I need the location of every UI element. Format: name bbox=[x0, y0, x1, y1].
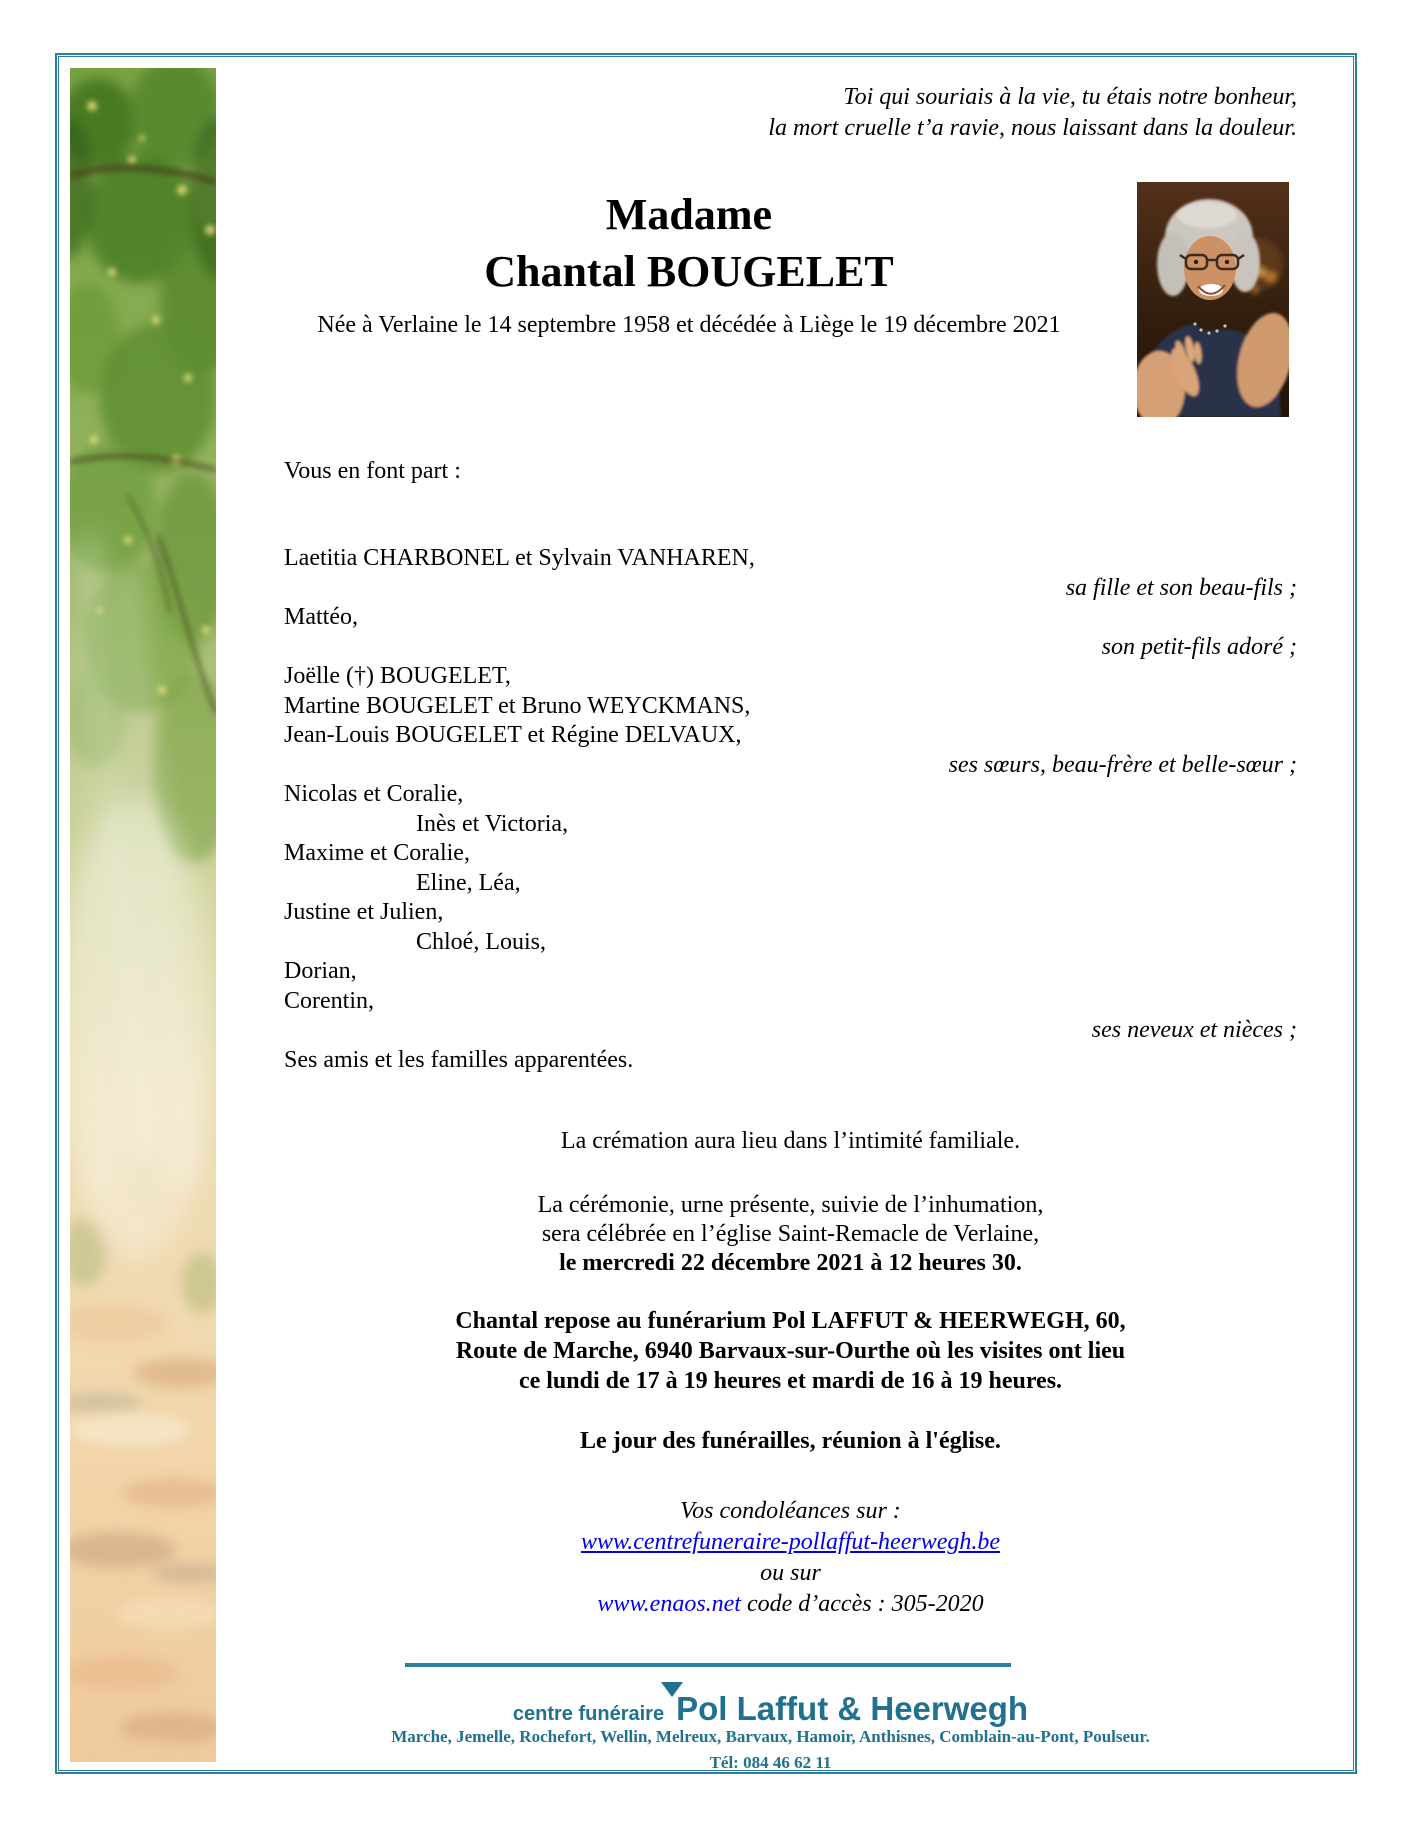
deceased-title-block bbox=[284, 186, 1094, 300]
ceremony-line: La cérémonie, urne présente, suivie de l’inhumation, bbox=[537, 1192, 1044, 1218]
family-line: Eline, Léa, bbox=[416, 869, 521, 896]
access-code: code d’accès : 305-2020 bbox=[746, 1591, 984, 1617]
deceased-civility: Madame bbox=[605, 190, 773, 239]
family-line: Mattéo, bbox=[284, 604, 358, 630]
family-line: Chloé, Louis, bbox=[416, 928, 546, 955]
repose-line: ce lundi de 17 à 19 heures et mardi de 16 à 19 heures. bbox=[518, 1368, 1063, 1394]
deceased-name: Chantal BOUGELET bbox=[484, 247, 894, 296]
family-line: Maxime et Coralie, bbox=[284, 840, 470, 866]
family-line: ses neveux et nièces ; bbox=[1091, 1017, 1297, 1043]
portrait-photo bbox=[1137, 182, 1289, 425]
funeral-home-phone: Tél: 084 46 62 11 bbox=[709, 1753, 832, 1772]
funeral-meeting-notice: Le jour des funérailles, réunion à l'église. bbox=[580, 1428, 1001, 1454]
funeral-home-locations: Marche, Jemelle, Rochefort, Wellin, Melreux, Barvaux, Hamoir, Anthisnes, Comblain-au-Pont, Poulseur. bbox=[391, 1727, 1150, 1746]
brand-prefix: centre funéraire bbox=[512, 1703, 665, 1725]
family-list bbox=[284, 544, 1297, 1075]
family-line: Joëlle (†) BOUGELET, bbox=[284, 663, 511, 689]
family-line: Jean-Louis BOUGELET et Régine DELVAUX, bbox=[284, 722, 742, 748]
repose-line: Route de Marche, 6940 Barvaux-sur-Ourthe où les visites ont lieu bbox=[455, 1338, 1126, 1364]
funeral-home-brand bbox=[284, 1690, 1257, 1728]
repose-details bbox=[284, 1306, 1297, 1396]
opening-quote bbox=[284, 82, 1297, 144]
family-line: son petit-fils adoré ; bbox=[1101, 633, 1297, 660]
family-line: Martine BOUGELET et Bruno WEYCKMANS, bbox=[284, 692, 751, 719]
condolences-block bbox=[284, 1496, 1297, 1620]
family-line: Inès et Victoria, bbox=[416, 810, 569, 837]
family-line: Ses amis et les familles apparentées. bbox=[284, 1046, 634, 1073]
family-line: Corentin, bbox=[284, 987, 374, 1014]
brand-name: Pol Laffut & Heerwegh bbox=[676, 1690, 1029, 1727]
condolences-label: Vos condoléances sur : bbox=[680, 1498, 901, 1524]
forest-path-image bbox=[70, 68, 216, 1762]
family-line: Dorian, bbox=[284, 958, 357, 984]
condolence-website-link[interactable]: www.centrefuneraire-pollaffut-heerwegh.be bbox=[580, 1529, 1001, 1555]
ceremony-line: sera célébrée en l’église Saint-Remacle de Verlaine, bbox=[541, 1221, 1040, 1247]
enaos-website-link[interactable]: www.enaos.net bbox=[597, 1591, 741, 1617]
repose-line: Chantal repose au funérarium Pol LAFFUT & HEERWEGH, 60, bbox=[455, 1308, 1126, 1334]
condolences-or-text: ou sur bbox=[760, 1560, 821, 1586]
family-line: ses sœurs, beau-frère et belle-sœur ; bbox=[948, 751, 1297, 778]
quote-line: Toi qui souriais à la vie, tu étais notre bonheur, bbox=[843, 84, 1297, 110]
family-line: Laetitia CHARBONEL et Sylvain VANHAREN, bbox=[284, 545, 755, 571]
family-line: Nicolas et Coralie, bbox=[284, 781, 464, 807]
life-dates: Née à Verlaine le 14 septembre 1958 et décédée à Liège le 19 décembre 2021 bbox=[317, 312, 1061, 338]
family-line: Justine et Julien, bbox=[284, 899, 444, 925]
quote-line: la mort cruelle t’a ravie, nous laissant dans la douleur. bbox=[768, 115, 1297, 141]
cremation-notice: La crémation aura lieu dans l’intimité familiale. bbox=[560, 1128, 1021, 1154]
family-line: sa fille et son beau-fils ; bbox=[1065, 574, 1297, 601]
announcement-intro: Vous en font part : bbox=[284, 458, 461, 484]
footer-divider bbox=[405, 1663, 1011, 1667]
ceremony-details bbox=[284, 1191, 1297, 1278]
ceremony-datetime: le mercredi 22 décembre 2021 à 12 heures 30. bbox=[559, 1250, 1022, 1276]
